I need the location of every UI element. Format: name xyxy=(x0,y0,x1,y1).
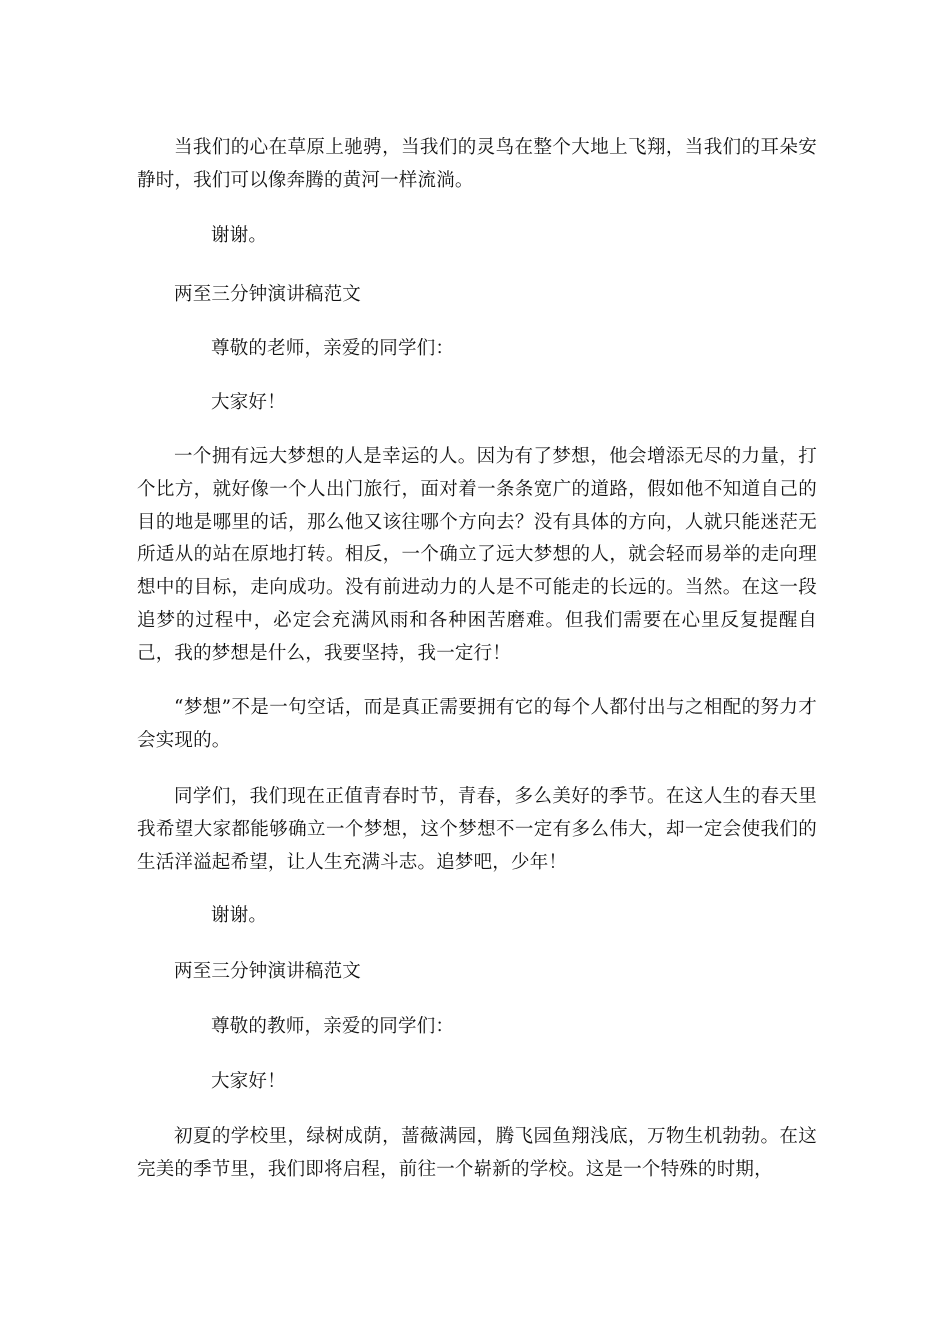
paragraph-youth: 同学们，我们现在正值青春时节，青春，多么美好的季节。在这人生的春天里我希望大家都能够确立一个梦想，这个梦想不一定有多么伟大，却一定会使我们的生活洋溢起希望，让人生充满斗志。追梦吧，少年！ xyxy=(137,786,817,873)
thanks-line: 谢谢。 xyxy=(211,905,268,926)
paragraph-dream-body: 一个拥有远大梦想的人是幸运的人。因为有了梦想，他会增添无尽的力量，打个比方，就好像一个人出门旅行，面对着一条条宽广的道路，假如他不知道自己的目的地是哪里的话，那么他又该往哪个方向去？没有具体的方向，人就只能迷茫无所适从的站在原地打转。相反，一个确立了远大梦想的人，就会轻而易举的走向理想中的目标，走向成功。没有前进动力的人是不可能走的长远的。当然。在这一段追梦的过程中，必定会充满风雨和各种困苦磨难。但我们需要在心里反复提醒自己，我的梦想是什么，我要坚持，我一定行！ xyxy=(137,446,817,664)
paragraph-dream-effort: “梦想”不是一句空话，而是真正需要拥有它的每个人都付出与之相配的努力才会实现的。 xyxy=(137,697,817,751)
thanks-line: 谢谢。 xyxy=(211,225,268,246)
paragraph-closing-metaphor: 当我们的心在草原上驰骋，当我们的灵鸟在整个大地上飞翔，当我们的耳朵安静时，我们可以像奔腾的黄河一样流淌。 xyxy=(137,137,817,191)
salutation: 尊敬的老师，亲爱的同学们： xyxy=(211,338,455,359)
paragraph-early-summer: 初夏的学校里，绿树成荫，蔷薇满园，腾飞园鱼翔浅底，万物生机勃勃。在这完美的季节里，我们即将启程，前往一个崭新的学校。这是一个特殊的时期， xyxy=(137,1126,817,1180)
salutation: 尊敬的教师，亲爱的同学们： xyxy=(211,1016,455,1037)
section-title: 两至三分钟演讲稿范文 xyxy=(174,284,362,305)
greeting: 大家好！ xyxy=(211,392,286,413)
greeting: 大家好！ xyxy=(211,1071,286,1092)
section-title: 两至三分钟演讲稿范文 xyxy=(174,961,362,982)
